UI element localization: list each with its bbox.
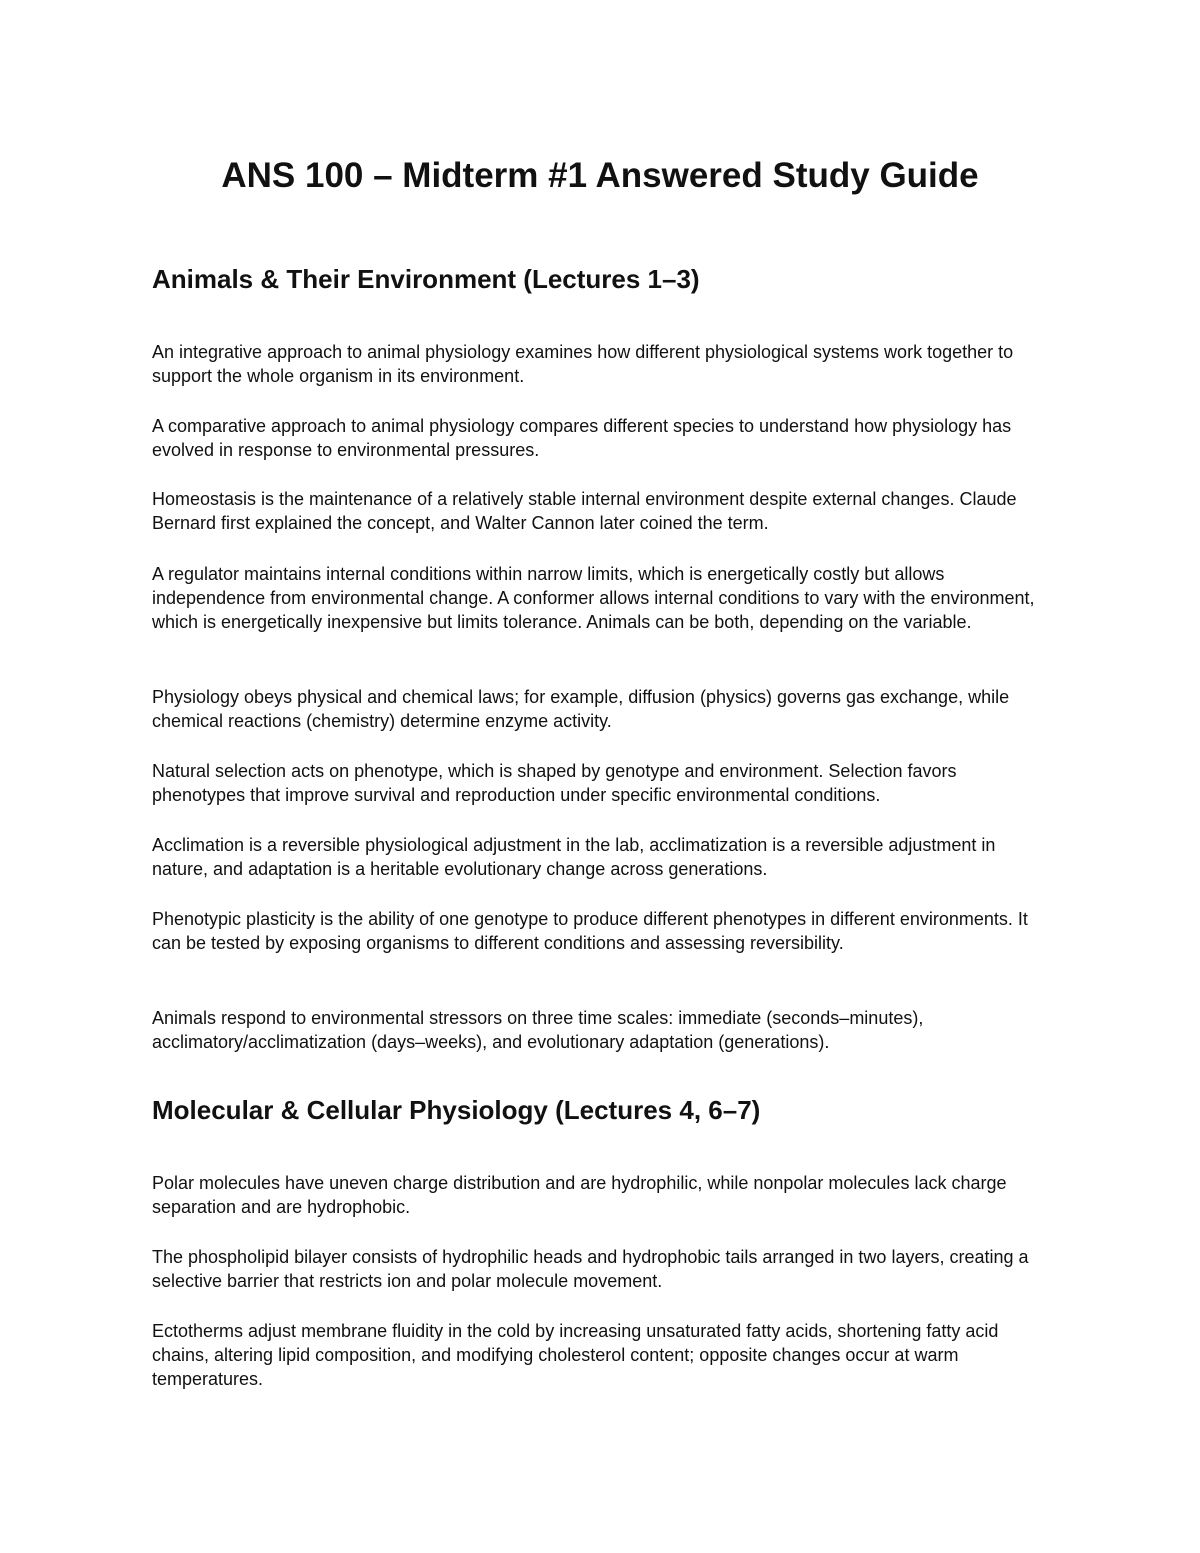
paragraph-natural-selection: Natural selection acts on phenotype, which is shaped by genotype and environment. Selection favors phenotypes that improve survival and reproduction under specific environmental conditions. bbox=[152, 761, 957, 805]
section-heading-molecular-cellular: Molecular & Cellular Physiology (Lectures 4, 6–7) bbox=[152, 1095, 761, 1125]
paragraph-homeostasis: Homeostasis is the maintenance of a relatively stable internal environment despite external changes. Claude Bernard first explained the concept, and Walter Cannon later coined the term. bbox=[152, 489, 1017, 533]
paragraph-phenotypic-plasticity: Phenotypic plasticity is the ability of one genotype to produce different phenotypes in different environments. It can be tested by exposing organisms to different conditions and assessing reversibility. bbox=[152, 909, 1028, 953]
paragraph-time-scales: Animals respond to environmental stressors on three time scales: immediate (seconds–minutes), acclimatory/acclimatization (days–weeks), and evolutionary adaptation (generations). bbox=[152, 1008, 924, 1052]
section-heading-animals-environment: Animals & Their Environment (Lectures 1–3) bbox=[152, 264, 700, 294]
paragraph-integrative-approach: An integrative approach to animal physiology examines how different physiological systems work together to support the whole organism in its environment. bbox=[152, 342, 1014, 386]
paragraph-phospholipid-bilayer: The phospholipid bilayer consists of hydrophilic heads and hydrophobic tails arranged in two layers, creating a selective barrier that restricts ion and polar molecule movement. bbox=[152, 1247, 1029, 1291]
paragraph-acclimation: Acclimation is a reversible physiological adjustment in the lab, acclimatization is a reversible adjustment in nature, and adaptation is a heritable evolutionary change across generations. bbox=[152, 835, 996, 879]
paragraph-polar-molecules: Polar molecules have uneven charge distribution and are hydrophilic, while nonpolar molecules lack charge separation and are hydrophobic. bbox=[152, 1173, 1007, 1217]
paragraph-regulator-conformer: A regulator maintains internal conditions within narrow limits, which is energetically costly but allows independence from environmental change. A conformer allows internal conditions to vary with the environment, which is energetically inexpensive but limits tolerance. Animals can be both, depending on the variable. bbox=[152, 564, 1035, 632]
paragraph-ectotherms-membrane-fluidity: Ectotherms adjust membrane fluidity in the cold by increasing unsaturated fatty acids, shortening fatty acid chains, altering lipid composition, and modifying cholesterol content; opposite changes occur at warm temperatures. bbox=[152, 1321, 999, 1389]
document-title: ANS 100 – Midterm #1 Answered Study Guide bbox=[221, 156, 979, 195]
paragraph-physical-chemical-laws: Physiology obeys physical and chemical laws; for example, diffusion (physics) governs gas exchange, while chemical reactions (chemistry) determine enzyme activity. bbox=[152, 687, 1010, 731]
paragraph-comparative-approach: A comparative approach to animal physiology compares different species to understand how physiology has evolved in response to environmental pressures. bbox=[152, 416, 1012, 460]
